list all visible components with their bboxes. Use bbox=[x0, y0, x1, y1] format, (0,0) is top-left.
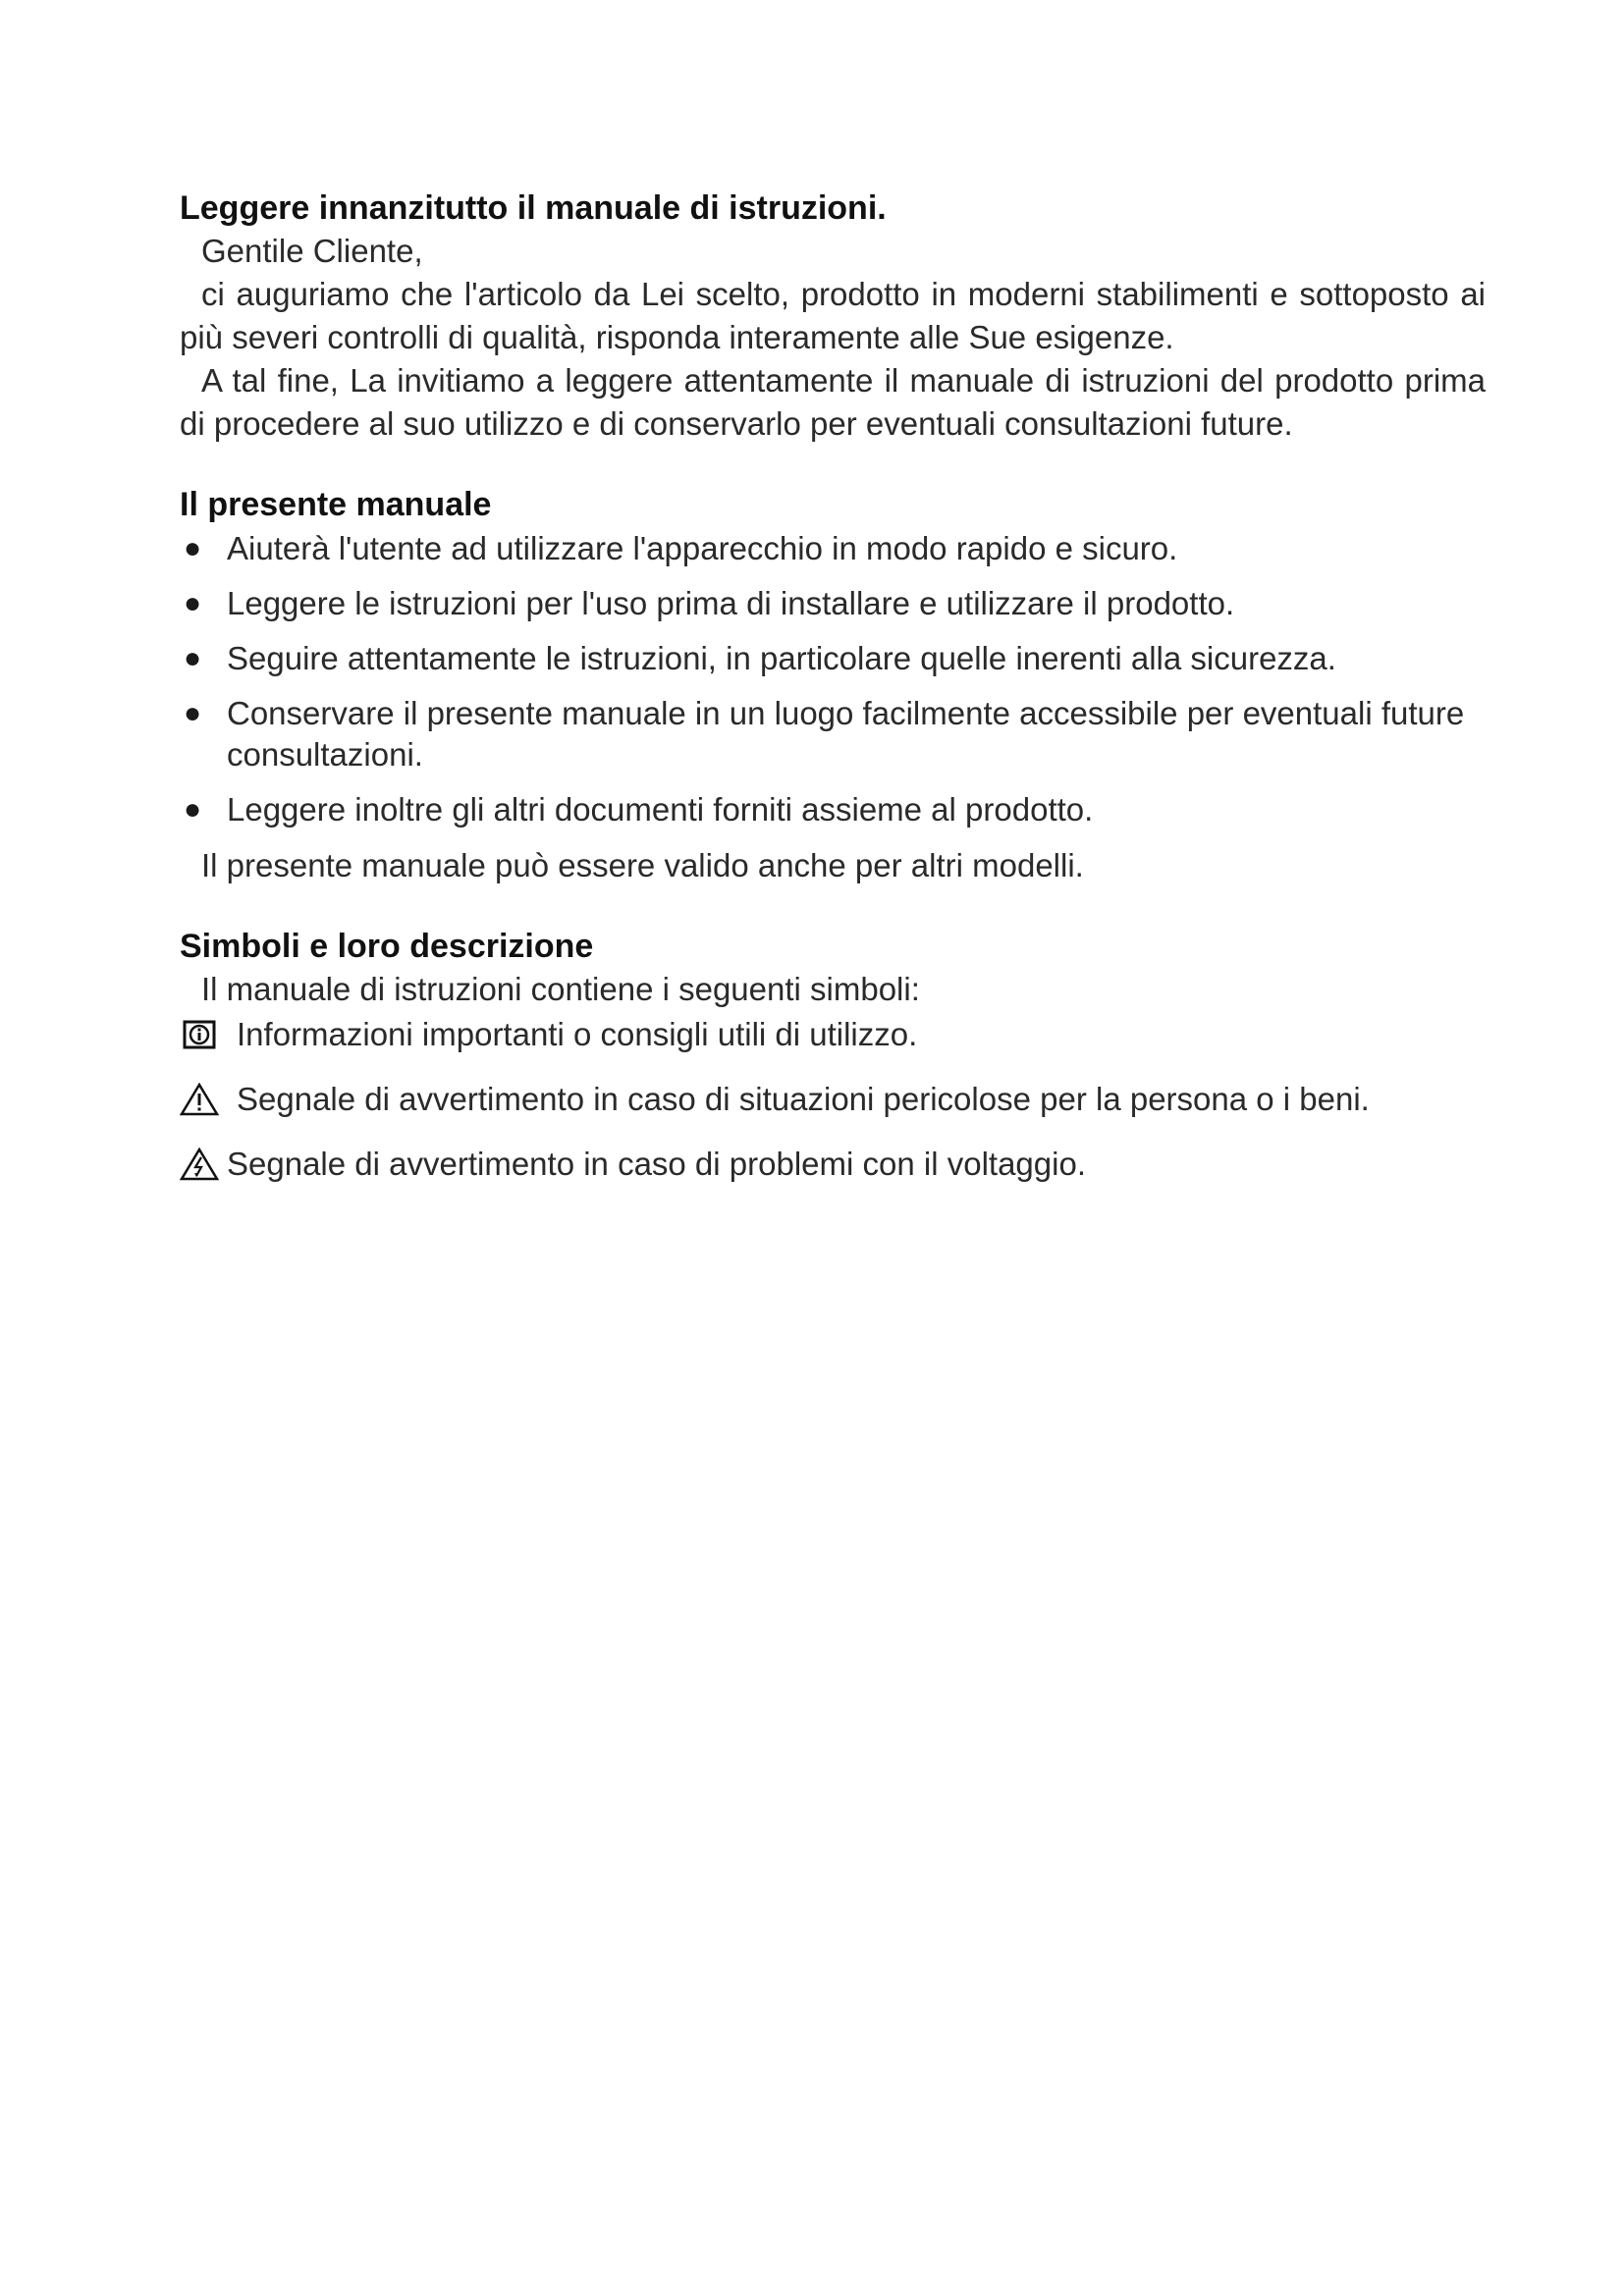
manual-bullet-list bbox=[180, 528, 1486, 830]
manual-section bbox=[180, 483, 1486, 887]
list-item bbox=[180, 789, 1486, 830]
symbol-item-text: Segnale di avvertimento in caso di situazioni pericolose per la persona o i beni. bbox=[237, 1081, 1370, 1117]
symbols-section bbox=[180, 925, 1486, 1186]
info-icon bbox=[180, 1015, 219, 1054]
symbol-item-text: Informazioni importanti o consigli utili di utilizzo. bbox=[237, 1016, 918, 1052]
bullet-icon: ● bbox=[184, 587, 202, 619]
list-item-text: Aiuterà l'utente ad utilizzare l'apparecchio in modo rapido e sicuro. bbox=[227, 530, 1178, 566]
manual-heading: Il presente manuale bbox=[180, 486, 492, 523]
bullet-icon: ● bbox=[184, 532, 202, 564]
list-item bbox=[180, 583, 1486, 624]
bullet-icon: ● bbox=[184, 697, 202, 729]
list-item bbox=[180, 693, 1486, 775]
bullet-icon: ● bbox=[184, 642, 202, 674]
manual-page bbox=[180, 187, 1486, 1207]
manual-note: Il presente manuale può essere valido anche per altri modelli. bbox=[201, 847, 1084, 883]
list-item bbox=[180, 528, 1486, 569]
list-item-text: Leggere inoltre gli altri documenti forniti assieme al prodotto. bbox=[227, 791, 1094, 828]
list-item-text: Leggere le istruzioni per l'uso prima di installare e utilizzare il prodotto. bbox=[227, 585, 1235, 621]
intro-paragraph-1: ci auguriamo che l'articolo da Lei scelto, prodotto in moderni stabilimenti e sottoposto ai più severi controlli di qualità, risponda interamente alle Sue esigenze. bbox=[180, 276, 1486, 355]
symbol-item-text: Segnale di avvertimento in caso di problemi con il voltaggio. bbox=[227, 1146, 1086, 1182]
list-item-text: Conservare il presente manuale in un luogo facilmente accessibile per eventuali future consultazioni. bbox=[227, 695, 1465, 773]
symbols-intro: Il manuale di istruzioni contiene i seguenti simboli: bbox=[201, 971, 920, 1007]
warning-icon bbox=[180, 1080, 219, 1119]
intro-section bbox=[180, 187, 1486, 446]
symbol-item-warning bbox=[180, 1078, 1486, 1121]
bullet-icon: ● bbox=[184, 793, 202, 826]
symbol-item-high-voltage bbox=[180, 1143, 1486, 1186]
intro-paragraph-2: A tal fine, La invitiamo a leggere attentamente il manuale di istruzioni del prodotto prima di procedere al suo utilizzo e di conservarlo per eventuali consultazioni future. bbox=[180, 362, 1486, 442]
list-item bbox=[180, 638, 1486, 679]
symbols-heading: Simboli e loro descrizione bbox=[180, 928, 594, 965]
intro-greeting: Gentile Cliente, bbox=[201, 233, 423, 269]
list-item-text: Seguire attentamente le istruzioni, in particolare quelle inerenti alla sicurezza. bbox=[227, 640, 1336, 676]
high-voltage-icon bbox=[180, 1145, 219, 1184]
symbol-item-info bbox=[180, 1013, 1486, 1056]
intro-heading: Leggere innanzitutto il manuale di istruzioni. bbox=[180, 189, 887, 227]
